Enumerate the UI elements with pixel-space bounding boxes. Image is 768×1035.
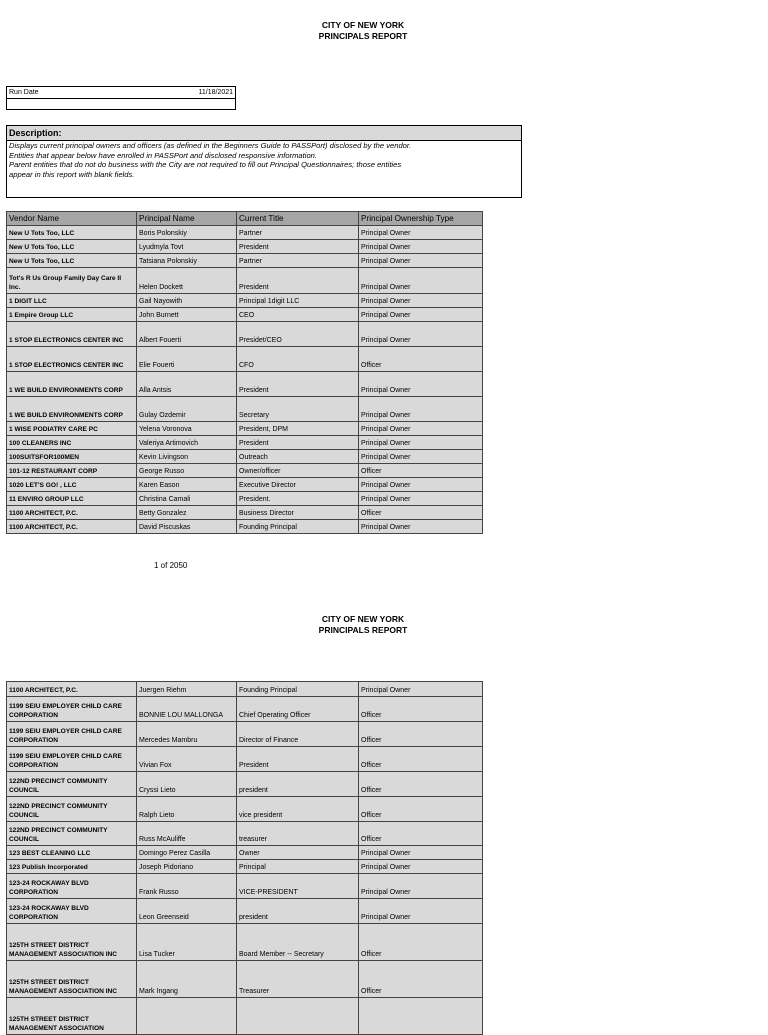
table-header-row [7, 212, 483, 226]
ownership-type-cell: Principal Owner [359, 240, 483, 254]
current-title-cell: President [237, 372, 359, 397]
current-title-cell: treasurer [237, 822, 359, 846]
vendor-name-cell: New U Tots Too, LLC [7, 240, 137, 254]
ownership-type-cell: Officer [359, 464, 483, 478]
current-title-cell: President [237, 747, 359, 772]
table-row [7, 436, 483, 450]
table-row [7, 874, 483, 899]
vendor-name-cell: 1199 SEIU EMPLOYER CHILD CARE CORPORATION [7, 747, 137, 772]
vendor-name-cell: 1020 LET'S GO! , LLC [7, 478, 137, 492]
current-title-cell: Chief Operating Officer [237, 697, 359, 722]
ownership-type-cell: Principal Owner [359, 372, 483, 397]
column-header-title: Current Title [237, 212, 359, 226]
run-date-box [6, 86, 236, 110]
vendor-name-cell: 100 CLEANERS INC [7, 436, 137, 450]
table-row [7, 899, 483, 924]
principal-name-cell: Joseph Pidoriano [137, 860, 237, 874]
current-title-cell [237, 998, 359, 1035]
table-row [7, 464, 483, 478]
ownership-type-cell: Officer [359, 822, 483, 846]
report-title: PRINCIPALS REPORT [318, 624, 408, 635]
principal-name-cell [137, 998, 237, 1035]
vendor-name-cell: 1199 SEIU EMPLOYER CHILD CARE CORPORATION [7, 697, 137, 722]
vendor-name-cell: 123-24 ROCKAWAY BLVD CORPORATION [7, 899, 137, 924]
table-row [7, 240, 483, 254]
vendor-name-cell: 101-12 RESTAURANT CORP [7, 464, 137, 478]
current-title-cell: Outreach [237, 450, 359, 464]
vendor-name-cell: 1 STOP ELECTRONICS CENTER INC [7, 347, 137, 372]
ownership-type-cell: Principal Owner [359, 397, 483, 422]
current-title-cell: President, DPM [237, 422, 359, 436]
column-header-principal: Principal Name [137, 212, 237, 226]
principal-name-cell: Russ McAuliffe [137, 822, 237, 846]
description-line: appear in this report with blank fields. [9, 169, 135, 179]
current-title-cell: Owner [237, 846, 359, 860]
current-title-cell: President [237, 240, 359, 254]
table-row [7, 308, 483, 322]
vendor-name-cell: 122ND PRECINCT COMMUNITY COUNCIL [7, 822, 137, 846]
ownership-type-cell: Principal Owner [359, 294, 483, 308]
vendor-name-cell: 1 DIGIT LLC [7, 294, 137, 308]
current-title-cell: Treasurer [237, 961, 359, 998]
current-title-cell: Principal [237, 860, 359, 874]
table-row [7, 520, 483, 534]
run-date-label: Run Date [9, 89, 39, 96]
report-header [0, 20, 726, 41]
table-row [7, 347, 483, 372]
current-title-cell: Business Director [237, 506, 359, 520]
table-row [7, 697, 483, 722]
principal-name-cell: Alla Antsis [137, 372, 237, 397]
table-row [7, 747, 483, 772]
principal-name-cell: David Piscuskas [137, 520, 237, 534]
table-row [7, 372, 483, 397]
principal-name-cell: Betty Gonzalez [137, 506, 237, 520]
current-title-cell: Director of Finance [237, 722, 359, 747]
ownership-type-cell: Principal Owner [359, 308, 483, 322]
table-row [7, 961, 483, 998]
vendor-name-cell: 125TH STREET DISTRICT MANAGEMENT ASSOCIATION INC [7, 961, 137, 998]
principal-name-cell: BONNIE LOU MALLONGA [137, 697, 237, 722]
vendor-name-cell: 1100 ARCHITECT, P.C. [7, 506, 137, 520]
city-title: CITY OF NEW YORK [321, 614, 405, 624]
ownership-type-cell: Principal Owner [359, 682, 483, 697]
current-title-cell: President. [237, 492, 359, 506]
principals-table-page-1 [6, 211, 483, 534]
current-title-cell: Board Member -- Secretary [237, 924, 359, 961]
table-row [7, 450, 483, 464]
vendor-name-cell: 125TH STREET DISTRICT MANAGEMENT ASSOCIATION INC [7, 924, 137, 961]
vendor-name-cell: 1100 ARCHITECT, P.C. [7, 682, 137, 697]
ownership-type-cell [359, 998, 483, 1035]
table-row [7, 254, 483, 268]
ownership-type-cell: Officer [359, 747, 483, 772]
report-header [0, 614, 726, 635]
table-row [7, 722, 483, 747]
principal-name-cell: Tatsiana Polonskiy [137, 254, 237, 268]
table-row [7, 860, 483, 874]
current-title-cell: CFO [237, 347, 359, 372]
principal-name-cell: Boris Polonskiy [137, 226, 237, 240]
current-title-cell: Founding Principal [237, 520, 359, 534]
table-row [7, 506, 483, 520]
current-title-cell: President [237, 436, 359, 450]
principal-name-cell: Cryssi Lieto [137, 772, 237, 797]
principal-name-cell: Albert Fouerti [137, 322, 237, 347]
ownership-type-cell: Principal Owner [359, 520, 483, 534]
report-title: PRINCIPALS REPORT [318, 30, 408, 41]
principal-name-cell: Domingo Perez Casilla [137, 846, 237, 860]
table-row [7, 846, 483, 860]
vendor-name-cell: 1 WISE PODIATRY CARE PC [7, 422, 137, 436]
principal-name-cell: John Burnett [137, 308, 237, 322]
current-title-cell: Executive Director [237, 478, 359, 492]
vendor-name-cell: 1100 ARCHITECT, P.C. [7, 520, 137, 534]
vendor-name-cell: 123 BEST CLEANING LLC [7, 846, 137, 860]
description-line: Entities that appear below have enrolled in PASSPort and disclosed responsive information. [9, 150, 318, 160]
vendor-name-cell: New U Tots Too, LLC [7, 226, 137, 240]
table-row [7, 478, 483, 492]
table-row [7, 422, 483, 436]
current-title-cell: Founding Principal [237, 682, 359, 697]
principal-name-cell: Karen Eason [137, 478, 237, 492]
principal-name-cell: Christina Camali [137, 492, 237, 506]
vendor-name-cell: 11 ENVIRO GROUP LLC [7, 492, 137, 506]
principal-name-cell: Gail Nayowith [137, 294, 237, 308]
vendor-name-cell: 123-24 ROCKAWAY BLVD CORPORATION [7, 874, 137, 899]
ownership-type-cell: Principal Owner [359, 422, 483, 436]
table-row [7, 682, 483, 697]
ownership-type-cell: Principal Owner [359, 846, 483, 860]
table-row [7, 492, 483, 506]
city-title: CITY OF NEW YORK [321, 20, 405, 30]
ownership-type-cell: Principal Owner [359, 874, 483, 899]
ownership-type-cell: Officer [359, 961, 483, 998]
principal-name-cell: Frank Russo [137, 874, 237, 899]
description-line: Parent entities that do not do business with the City are not required to fill out Principal Questionnaires; those entities [9, 160, 402, 170]
vendor-name-cell: New U Tots Too, LLC [7, 254, 137, 268]
principal-name-cell: Juergen Riehm [137, 682, 237, 697]
principal-name-cell: Leon Greenseid [137, 899, 237, 924]
vendor-name-cell: 1 WE BUILD ENVIRONMENTS CORP [7, 372, 137, 397]
ownership-type-cell: Principal Owner [359, 478, 483, 492]
description-line: Displays current principal owners and officers (as defined in the Beginners Guide to PASSPort) disclosed by the vendor. [9, 141, 412, 150]
ownership-type-cell: Principal Owner [359, 450, 483, 464]
principal-name-cell: Gulay Ozdemir [137, 397, 237, 422]
principals-table-page-2 [6, 681, 483, 1035]
ownership-type-cell: Officer [359, 347, 483, 372]
principal-name-cell: Valeriya Artimovich [137, 436, 237, 450]
principal-name-cell: Mark Ingang [137, 961, 237, 998]
current-title-cell: vice president [237, 797, 359, 822]
vendor-name-cell: 125TH STREET DISTRICT MANAGEMENT ASSOCIATION [7, 998, 137, 1035]
ownership-type-cell: Principal Owner [359, 492, 483, 506]
table-row [7, 797, 483, 822]
current-title-cell: CEO [237, 308, 359, 322]
vendor-name-cell: 100SUITSFOR100MEN [7, 450, 137, 464]
principal-name-cell: George Russo [137, 464, 237, 478]
table-row [7, 772, 483, 797]
principal-name-cell: Kevin Livingson [137, 450, 237, 464]
ownership-type-cell: Principal Owner [359, 899, 483, 924]
ownership-type-cell: Principal Owner [359, 436, 483, 450]
ownership-type-cell: Officer [359, 697, 483, 722]
ownership-type-cell: Principal Owner [359, 268, 483, 294]
vendor-name-cell: Tot's R Us Group Family Day Care II Inc. [7, 268, 137, 294]
principal-name-cell: Helen Dockett [137, 268, 237, 294]
ownership-type-cell: Officer [359, 722, 483, 747]
vendor-name-cell: 1 Empire Group LLC [7, 308, 137, 322]
current-title-cell: Presidet/CEO [237, 322, 359, 347]
vendor-name-cell: 122ND PRECINCT COMMUNITY COUNCIL [7, 797, 137, 822]
principal-name-cell: Lyudmyla Tovt [137, 240, 237, 254]
ownership-type-cell: Officer [359, 772, 483, 797]
vendor-name-cell: 1 STOP ELECTRONICS CENTER INC [7, 322, 137, 347]
ownership-type-cell: Officer [359, 797, 483, 822]
vendor-name-cell: 123 Publish Incorporated [7, 860, 137, 874]
table-row [7, 322, 483, 347]
principal-name-cell: Yelena Voronova [137, 422, 237, 436]
current-title-cell: Partner [237, 226, 359, 240]
ownership-type-cell: Principal Owner [359, 226, 483, 240]
description-title: Description: [7, 126, 521, 141]
current-title-cell: Principal 1digit LLC [237, 294, 359, 308]
table-row [7, 268, 483, 294]
principal-name-cell: Vivian Fox [137, 747, 237, 772]
current-title-cell: Partner [237, 254, 359, 268]
ownership-type-cell: Officer [359, 924, 483, 961]
current-title-cell: president [237, 899, 359, 924]
table-row [7, 294, 483, 308]
vendor-name-cell: 122ND PRECINCT COMMUNITY COUNCIL [7, 772, 137, 797]
current-title-cell: president [237, 772, 359, 797]
vendor-name-cell: 1 WE BUILD ENVIRONMENTS CORP [7, 397, 137, 422]
current-title-cell: Owner/officer [237, 464, 359, 478]
principal-name-cell: Lisa Tucker [137, 924, 237, 961]
table-row [7, 226, 483, 240]
column-header-ownership-type: Principal Ownership Type [359, 212, 483, 226]
vendor-name-cell: 1199 SEIU EMPLOYER CHILD CARE CORPORATION [7, 722, 137, 747]
ownership-type-cell: Officer [359, 506, 483, 520]
ownership-type-cell: Principal Owner [359, 322, 483, 347]
ownership-type-cell: Principal Owner [359, 254, 483, 268]
table-row [7, 822, 483, 846]
description-box [6, 125, 522, 198]
current-title-cell: VICE-PRESIDENT [237, 874, 359, 899]
principal-name-cell: Ralph Lieto [137, 797, 237, 822]
table-row [7, 397, 483, 422]
principal-name-cell: Mercedes Mambru [137, 722, 237, 747]
ownership-type-cell: Principal Owner [359, 860, 483, 874]
table-row [7, 924, 483, 961]
current-title-cell: Secretary [237, 397, 359, 422]
current-title-cell: President [237, 268, 359, 294]
page-number: 1 of 2050 [154, 561, 188, 570]
table-row [7, 998, 483, 1035]
principal-name-cell: Elie Fouerti [137, 347, 237, 372]
column-header-vendor: Vendor Name [7, 212, 137, 226]
run-date-value: 11/18/2021 [198, 89, 233, 96]
